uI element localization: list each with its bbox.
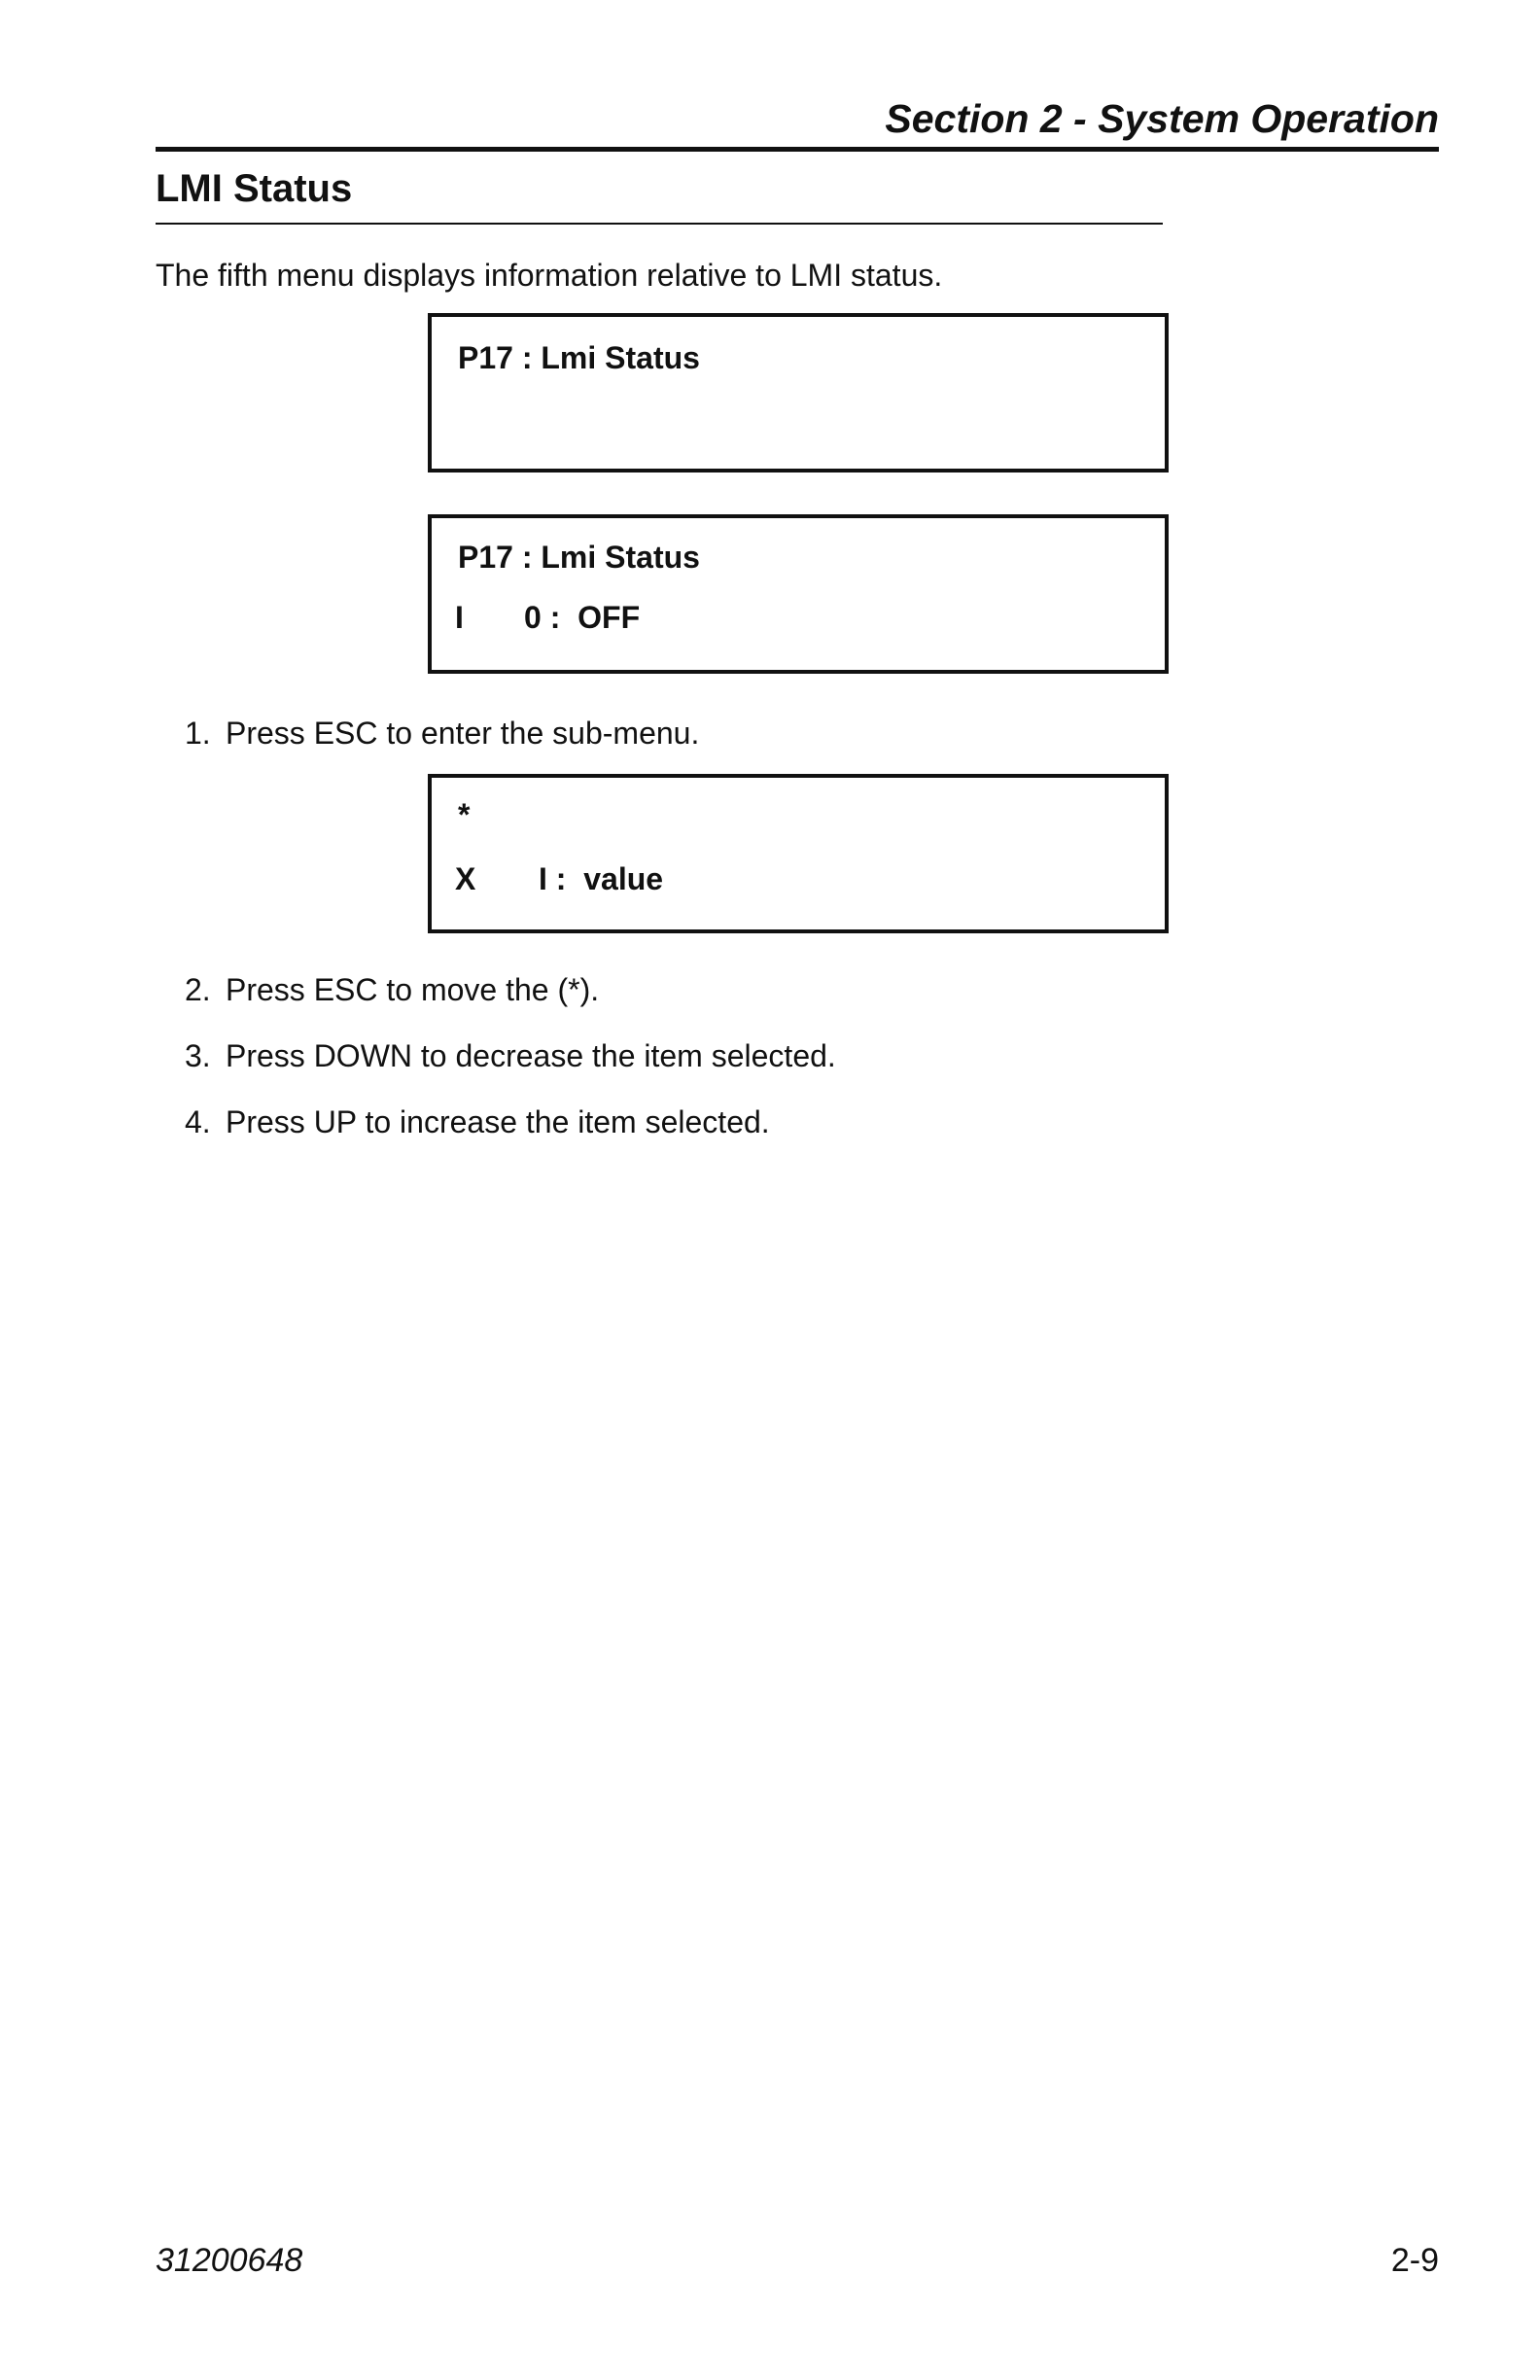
step-number: 4.: [185, 1104, 211, 1139]
step-number: 3.: [185, 1038, 211, 1073]
intro-text: The fifth menu displays information relative to LMI status.: [156, 258, 943, 293]
lcd-item-x: X: [455, 861, 476, 896]
header-rule: [156, 147, 1439, 152]
step-text: Press DOWN to decrease the item selected.: [226, 1038, 836, 1073]
step-1: [185, 711, 699, 755]
step-4: [185, 1100, 770, 1144]
footer-page-number: 2-9: [1390, 2242, 1439, 2279]
step-text: Press UP to increase the item selected.: [226, 1104, 770, 1139]
lcd-item-index: I: [455, 600, 464, 635]
lcd-line-1: P17 : Lmi Status: [458, 540, 700, 575]
step-3: [185, 1033, 836, 1078]
page-title: LMI Status: [156, 167, 353, 210]
step-text: Press ESC to enter the sub-menu.: [226, 716, 700, 751]
title-rule: [156, 223, 1163, 225]
section-header: Section 2 - System Operation: [885, 96, 1439, 141]
step-number: 1.: [185, 716, 211, 751]
lcd-display-status: [428, 514, 1169, 674]
lcd-display-submenu: [428, 774, 1169, 933]
lcd-display-main: [428, 313, 1169, 472]
lcd-line-1: P17 : Lmi Status: [458, 340, 700, 375]
lcd-item-value: I : value: [539, 861, 664, 896]
lcd-item-value: 0 : OFF: [524, 600, 641, 635]
step-text: Press ESC to move the (*).: [226, 972, 600, 1007]
footer-doc-number: 31200648: [156, 2242, 303, 2279]
lcd-cursor: *: [458, 797, 471, 832]
step-2: [185, 967, 599, 1012]
step-number: 2.: [185, 972, 211, 1007]
